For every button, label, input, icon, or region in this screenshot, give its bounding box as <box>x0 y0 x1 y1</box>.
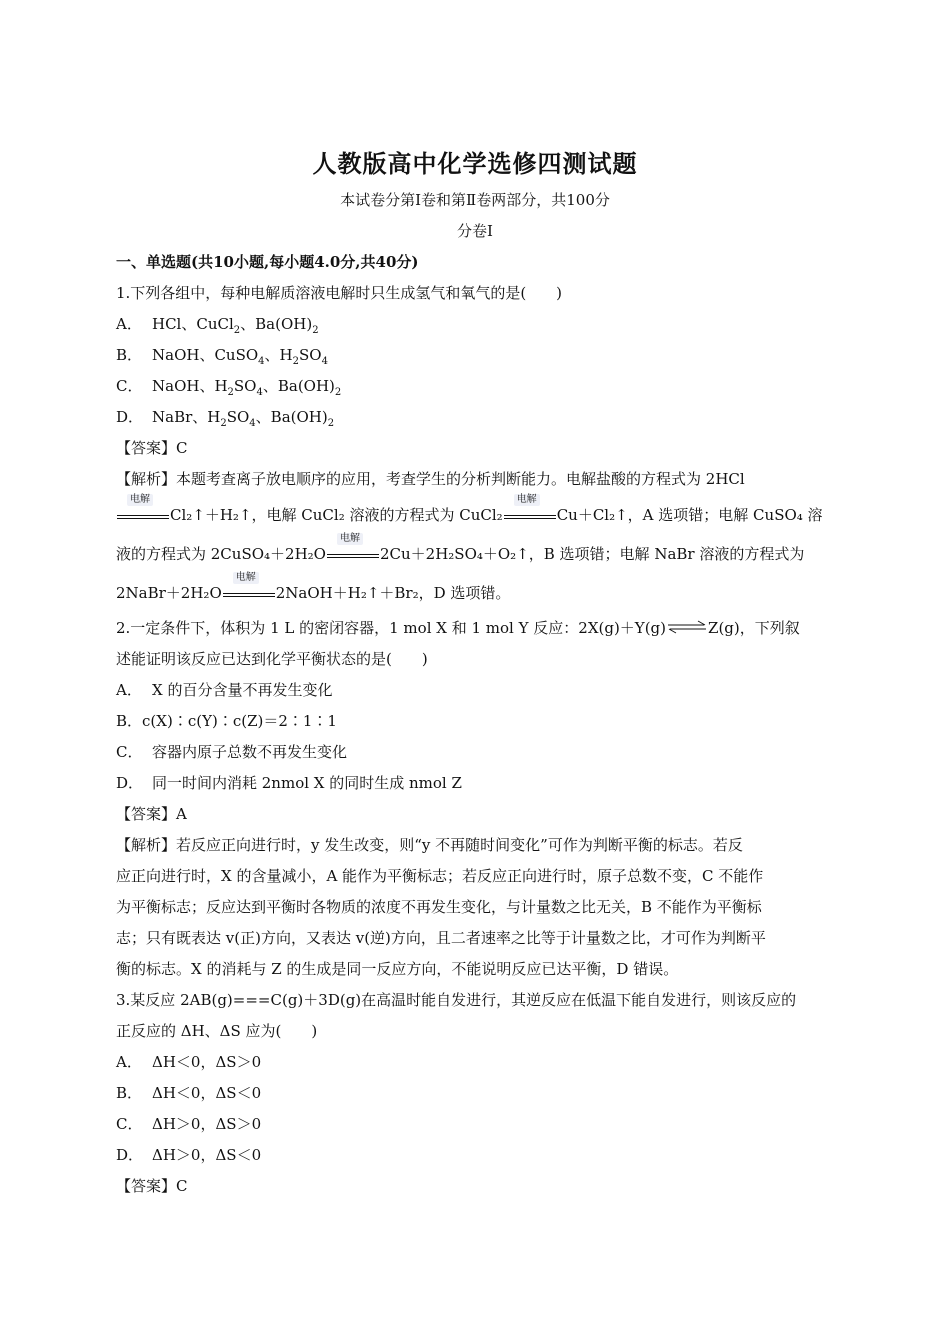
q2-option-d-text: 同一时间内消耗 2nmol X 的同时生成 nmol Z <box>152 774 462 792</box>
section-heading: 一、单选题(共10小题,每小题4.0分,共40分) <box>116 253 419 271</box>
q1-option-b <box>116 344 836 373</box>
electrolysis-arrow <box>504 494 556 524</box>
q1-analysis-line-3 <box>116 533 836 565</box>
electrolysis-label: 电解 <box>514 494 540 506</box>
q1-option-a-text: HCl、CuCl$_2$、$Ba(OH)_2$ <box>152 315 319 336</box>
q1-analysis-line-1 <box>116 468 836 490</box>
q2-analysis-line-1 <box>116 834 836 856</box>
q1-analysis-text: Cl₂↑＋H₂↑，电解 CuCl₂ 溶液的方程式为 CuCl₂ <box>170 506 503 524</box>
question-3-stem-line-2: 正反应的 ΔH、ΔS 应为( ) <box>116 1022 318 1040</box>
q1-analysis-text: 2NaBr＋2H₂O <box>116 584 222 602</box>
question-1-stem: 1.下列各组中，每种电解质溶液电解时只生成氢气和氧气的是( ) <box>116 284 563 302</box>
q1-analysis-text: Cu＋Cl₂↑，A 选项错；电解 CuSO₄ 溶 <box>556 506 823 524</box>
q3-answer <box>116 1175 836 1197</box>
q2-analysis-line-4: 志；只有既表达 v(正)方向，又表达 v(逆)方向，且二者速率之比等于计量数之比，才可作为判断平 <box>116 929 766 947</box>
electrolysis-arrow <box>327 533 379 563</box>
electrolysis-arrow <box>117 494 169 524</box>
q2-option-b <box>116 710 836 732</box>
q3-option-d-text: ΔH＞0，ΔS＜0 <box>152 1146 262 1164</box>
option-label: D． <box>116 1146 144 1164</box>
q1-option-a <box>116 313 836 342</box>
option-label: C． <box>116 1115 143 1133</box>
q2-option-c-text: 容器内原子总数不再发生变化 <box>152 743 348 761</box>
q2-option-c <box>116 741 836 763</box>
option-label: A． <box>116 681 142 699</box>
q2-analysis-line-2: 应正向进行时，X 的含量减小，A 能作为平衡标志；若反应正向进行时，原子总数不变，C 不能作 <box>116 867 764 885</box>
q1-option-d <box>116 406 836 435</box>
page-title: 人教版高中化学选修四测试题 <box>312 150 638 178</box>
question-2-stem-line-1 <box>116 617 836 639</box>
analysis-tag: 【解析】 <box>116 836 177 854</box>
q2-analysis-line-3: 为平衡标志；反应达到平衡时各物质的浓度不再发生变化，与计量数之比无关，B 不能作为平衡标 <box>116 898 762 916</box>
electrolysis-arrow <box>223 572 275 602</box>
q2-option-a <box>116 679 836 701</box>
q3-option-c <box>116 1113 836 1135</box>
q1-analysis-text: 液的方程式为 2CuSO₄＋2H₂O <box>116 545 326 563</box>
q3-option-c-text: ΔH＞0，ΔS＞0 <box>152 1115 262 1133</box>
q2-stem-text: 2.一定条件下，体积为 1 L 的密闭容器，1 mol X 和 1 mol Y 反应：2X(g)＋Y(g) <box>116 619 667 637</box>
q3-option-a-text: ΔH＜0，ΔS＞0 <box>152 1053 262 1071</box>
q3-option-d <box>116 1144 836 1166</box>
option-label: C． <box>116 377 143 395</box>
q1-option-b-text: NaOH、CuSO$_4$、$H_2SO_4$ <box>152 346 328 367</box>
q1-option-c-text: NaOH、$H_2SO_4$、$Ba(OH)_2$ <box>152 377 342 398</box>
q2-analysis-line-5: 衡的标志。X 的消耗与 Z 的生成是同一反应方向，不能说明反应已达平衡，D 错误。 <box>116 960 679 978</box>
q1-analysis-line-4 <box>116 572 836 604</box>
option-label: B． <box>116 712 143 730</box>
option-label: D． <box>116 408 144 426</box>
q2-analysis-text: 若反应正向进行时，y 发生改变，则“y 不再随时间变化”可作为判断平衡的标志。若反 <box>176 836 743 854</box>
q3-option-b-text: ΔH＜0，ΔS＜0 <box>152 1084 262 1102</box>
q2-option-d <box>116 772 836 794</box>
question-2-stem-line-2: 述能证明该反应已达到化学平衡状态的是( ) <box>116 650 428 668</box>
electrolysis-label: 电解 <box>233 572 259 584</box>
q2-option-b-text: c(X)∶c(Y)∶c(Z)＝2∶1∶1 <box>142 712 337 730</box>
q3-option-b <box>116 1082 836 1104</box>
reversible-arrow-icon <box>666 620 708 634</box>
q2-stem-text: Z(g)，下列叙 <box>708 619 800 637</box>
q2-answer <box>116 803 836 825</box>
option-label: D． <box>116 774 144 792</box>
q2-option-a-text: X 的百分含量不再发生变化 <box>152 681 333 699</box>
question-3-stem-line-1: 3.某反应 2AB(g)===C(g)＋3D(g)在高温时能自发进行，其逆反应在低温下能自发进行，则该反应的 <box>116 991 797 1009</box>
part-label: 分卷I <box>457 222 493 240</box>
q1-option-c <box>116 375 836 404</box>
subtitle: 本试卷分第Ⅰ卷和第Ⅱ卷两部分，共100分 <box>340 191 610 209</box>
q1-analysis-line-2 <box>116 494 836 526</box>
answer-tag: 【答案】 <box>116 439 177 457</box>
option-label: A． <box>116 315 142 333</box>
option-label: B． <box>116 346 143 364</box>
q1-analysis-text: 2Cu＋2H₂SO₄＋O₂↑，B 选项错；电解 NaBr 溶液的方程式为 <box>379 545 805 563</box>
q1-analysis-text: 本题考查离子放电顺序的应用，考查学生的分析判断能力。电解盐酸的方程式为 2HCl <box>176 470 745 488</box>
q1-answer-value: C <box>176 439 188 457</box>
answer-tag: 【答案】 <box>116 1177 177 1195</box>
q3-answer-value: C <box>176 1177 188 1195</box>
answer-tag: 【答案】 <box>116 805 177 823</box>
q3-option-a <box>116 1051 836 1073</box>
option-label: B． <box>116 1084 143 1102</box>
q2-answer-value: A <box>176 805 187 823</box>
electrolysis-label: 电解 <box>127 494 153 506</box>
q1-option-d-text: NaBr、$H_2SO_4$、$Ba(OH)_2$ <box>152 408 335 429</box>
option-label: A． <box>116 1053 142 1071</box>
electrolysis-label: 电解 <box>337 533 363 545</box>
q1-answer <box>116 437 836 459</box>
option-label: C． <box>116 743 143 761</box>
q1-analysis-text: 2NaOH＋H₂↑＋Br₂，D 选项错。 <box>275 584 511 602</box>
analysis-tag: 【解析】 <box>116 470 177 488</box>
